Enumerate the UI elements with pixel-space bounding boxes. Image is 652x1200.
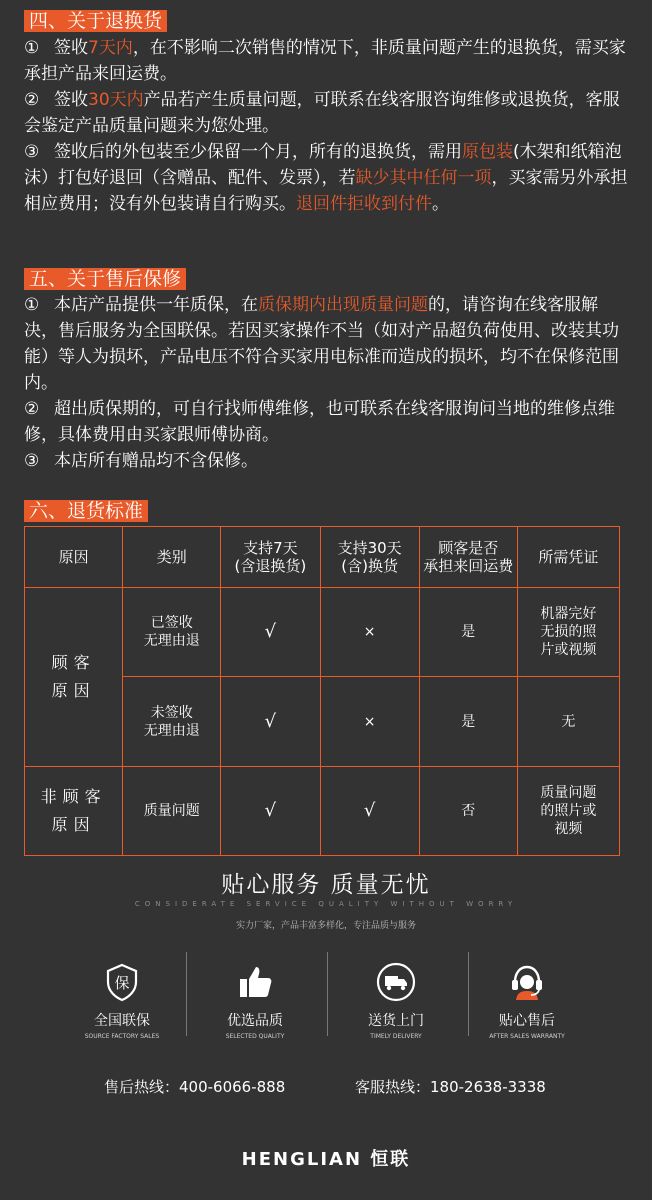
cell-proof (517, 588, 619, 677)
returns-paragraph-2 (24, 87, 630, 139)
returns-paragraph-3 (24, 139, 630, 217)
header-return-7-days (221, 527, 320, 588)
item-number: ③ (24, 451, 40, 471)
cell-shipping: 是 (419, 588, 517, 677)
feature-label: 贴心售后 (499, 1013, 555, 1029)
group-customer-reason (25, 588, 123, 767)
cell-line: 视频 (554, 821, 583, 837)
group-line: 顾客 (51, 653, 96, 672)
text: 签收 (54, 38, 88, 58)
cell-line: 的照片或 (540, 803, 597, 819)
table-header-row (25, 527, 620, 588)
warranty-paragraph-2 (24, 396, 630, 448)
cell-category (123, 677, 221, 767)
group-non-customer-reason (25, 767, 123, 856)
item-number: ③ (24, 142, 40, 162)
feature-english: SELECTED QUALITY (225, 1033, 285, 1040)
header-line: 支持30天 (337, 539, 402, 557)
header-reason: 原因 (25, 527, 123, 588)
highlight-no-cod: 退回件拒收到付件 (296, 194, 432, 214)
cell-line: 片或视频 (540, 642, 597, 658)
shield-glyph: 保 (114, 974, 130, 992)
cell-exchange-30: √ (320, 767, 419, 856)
feature-label: 全国联保 (94, 1013, 150, 1029)
brand-logo: HENGLIAN 恒联 (241, 1149, 411, 1170)
text: 本店产品提供一年质保，在 (54, 295, 258, 315)
cell-line: 质量问题 (540, 785, 597, 801)
cell-return-7: √ (221, 588, 320, 677)
warranty-paragraph-3 (24, 448, 630, 474)
item-number: ② (24, 90, 40, 110)
text: 超出质保期的，可自行找师傅维修，也可联系在线客服询问当地的维修点维修，具体费用由买家跟师傅协商。 (24, 399, 615, 445)
cell-shipping: 是 (419, 677, 517, 767)
table-row (25, 588, 620, 677)
cell-line: 无理由退 (143, 633, 200, 649)
text: 签收后的外包装至少保留一个月，所有的退换货，需用 (54, 142, 462, 162)
item-number: ② (24, 399, 40, 419)
header-proof: 所需凭证 (517, 527, 619, 588)
cell-exchange-30: × (320, 588, 419, 677)
return-standard-table (24, 526, 620, 856)
slogan-english: CONSIDERATE SERVICE QUALITY WITHOUT WORRY (134, 900, 518, 908)
highlight-missing-item: 缺少其中任何一项 (355, 168, 492, 188)
header-exchange-30-days (320, 527, 419, 588)
table-row (25, 767, 620, 856)
shield-bao-icon (102, 962, 142, 1002)
header-line: 承担来回运费 (423, 557, 514, 575)
feature-english: SOURCE FACTORY SALES (84, 1033, 160, 1040)
group-line: 原因 (51, 815, 96, 834)
delivery-truck-icon (376, 962, 416, 1002)
text: 产品若产生质量问题，可联系在线客服咨询维修或退换货，客服会鉴定产品质量问题来为您处理。 (24, 90, 620, 136)
cell-return-7: √ (221, 677, 320, 767)
headset-icon (507, 962, 547, 1002)
cell-line: 未签收 (150, 704, 193, 721)
highlight-30-days: 30天内 (88, 90, 144, 110)
header-line: (含)换货 (341, 557, 398, 575)
group-line: 原因 (51, 681, 96, 700)
text: 签收 (54, 90, 88, 110)
text: ，买家需另外承担相应费用；没有外包装请自行购买。 (24, 168, 628, 214)
highlight-7-days: 7天内 (88, 38, 133, 58)
header-shipping-cost (419, 527, 517, 588)
section-title-warranty: 五、关于售后保修 (24, 268, 186, 290)
feature-english: AFTER SALES WARRANTY (489, 1033, 565, 1040)
section-title-returns: 四、关于退换货 (24, 10, 167, 32)
feature-english: TIMELY DELIVERY (370, 1033, 422, 1040)
cell-line: 无损的照 (540, 624, 597, 640)
group-line: 非顾客 (40, 787, 107, 806)
text: 的，请咨询在线客服解决，售后服务为全国联保。若因买家操作不当（如对产品超负荷使用、改装其功能）等人为损坏，产品电压不符合买家用电标准而造成的损坏，均不在保修范围内。 (24, 295, 619, 393)
cell-category (123, 588, 221, 677)
item-number: ① (24, 295, 40, 315)
cell-exchange-30: × (320, 677, 419, 767)
returns-paragraph-1 (24, 35, 630, 87)
hotline-customer-service: 客服热线：180-2638-3338 (355, 1078, 546, 1096)
cell-proof (517, 767, 619, 856)
feature-label: 优选品质 (227, 1013, 283, 1029)
header-category: 类别 (123, 527, 221, 588)
cell-proof: 无 (517, 677, 619, 767)
header-line: (含退换货) (234, 557, 307, 575)
cell-return-7: √ (221, 767, 320, 856)
header-line: 支持7天 (243, 539, 298, 557)
section-title-return-standard: 六、退货标准 (24, 500, 148, 522)
text: 。 (432, 194, 449, 214)
cell-shipping: 否 (419, 767, 517, 856)
hotline-after-sales: 售后热线：400-6066-888 (104, 1078, 286, 1096)
highlight-original-packaging: 原包装 (462, 142, 513, 162)
slogan-subtitle: 实力厂家，产品丰富多样化，专注品质与服务 (235, 921, 416, 931)
feature-label: 送货上门 (368, 1013, 424, 1029)
feature-after-sales (457, 962, 597, 1040)
warranty-paragraph-1 (24, 292, 630, 396)
cell-line: 机器完好 (540, 606, 597, 622)
text: (木架和纸箱泡沫）打包好退回（含赠品、配件、发票），若 (24, 142, 622, 188)
cell-line: 已签收 (150, 615, 193, 631)
text: 本店所有赠品均不含保修。 (54, 451, 258, 471)
item-number: ① (24, 38, 40, 58)
feature-nationwide-warranty (52, 962, 192, 1040)
header-line: 顾客是否 (438, 539, 499, 557)
feature-home-delivery (326, 962, 466, 1040)
thumbs-up-icon (235, 962, 275, 1002)
text: ，在不影响二次销售的情况下，非质量问题产生的退换货，需买家承担产品来回运费。 (24, 38, 626, 84)
feature-selected-quality (185, 962, 325, 1040)
cell-line: 无理由退 (143, 722, 200, 739)
cell-category: 质量问题 (123, 767, 221, 856)
slogan: 贴心服务 质量无忧 (221, 872, 431, 898)
highlight-quality-issue: 质保期内出现质量问题 (258, 295, 428, 315)
